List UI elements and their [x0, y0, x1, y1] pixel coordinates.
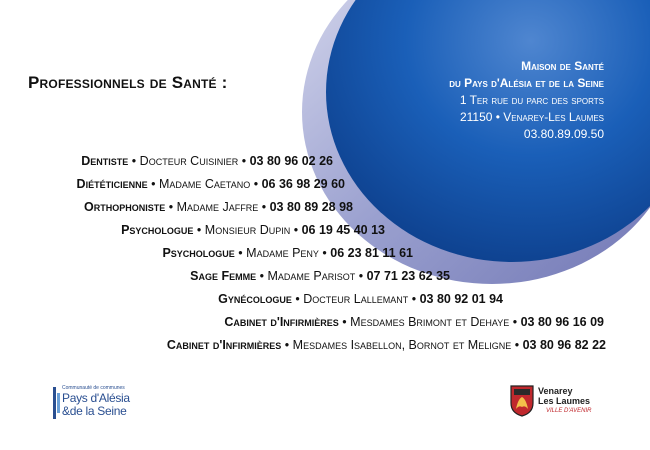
- community-logo-mark-icon: [53, 387, 60, 419]
- phone-number: 03 80 96 82 22: [522, 338, 606, 352]
- separator: •: [261, 200, 267, 214]
- address-phone: 03.80.89.09.50: [523, 127, 604, 141]
- town-logo: [510, 385, 600, 427]
- role: Cabinet d'Infirmières: [224, 315, 339, 329]
- town-logo-line2: Les Laumes: [538, 396, 591, 406]
- phone-number: 07 71 23 62 35: [366, 269, 450, 283]
- separator: •: [514, 338, 520, 352]
- list-item: [77, 196, 353, 219]
- role: Sage Femme: [190, 269, 257, 283]
- separator: •: [196, 223, 202, 237]
- separator: •: [293, 223, 299, 237]
- list-item: [77, 219, 385, 242]
- person-name: Monsieur Dupin: [204, 223, 291, 237]
- role: Dentiste: [81, 154, 129, 168]
- list-item: [77, 334, 606, 357]
- person-name: Docteur Lallemant: [303, 292, 409, 306]
- separator: •: [411, 292, 417, 306]
- list-item: [77, 265, 450, 288]
- role: Orthophoniste: [83, 200, 166, 214]
- phone-number: 03 80 96 16 09: [520, 315, 604, 329]
- phone-number: 06 23 81 11 61: [330, 246, 413, 260]
- community-logo-small-text: Communauté de communes: [62, 385, 125, 391]
- separator: •: [238, 246, 243, 260]
- phone-number: 03 80 89 28 98: [269, 200, 353, 214]
- role: Diététicienne: [76, 177, 148, 191]
- separator: •: [168, 200, 174, 214]
- role: Psychologue: [121, 223, 194, 237]
- separator: •: [284, 338, 290, 352]
- separator: •: [131, 154, 137, 168]
- separator: •: [342, 315, 347, 329]
- separator: •: [512, 315, 518, 329]
- page-title: Professionnels de Santé :: [28, 73, 228, 92]
- community-logo: [53, 385, 148, 425]
- address-name-line1: Maison de Santé: [521, 59, 604, 73]
- list-item: [77, 288, 503, 311]
- person-name: Madame Parisot: [267, 269, 356, 283]
- person-name: Mesdames Isabellon, Bornot et Meligne: [292, 338, 512, 352]
- town-logo-line1: Venarey: [538, 386, 573, 396]
- phone-number: 03 80 92 01 94: [419, 292, 503, 306]
- separator: •: [241, 154, 247, 168]
- separator: •: [322, 246, 327, 260]
- phone-number: 06 36 98 29 60: [261, 177, 345, 191]
- list-item: [77, 242, 413, 265]
- address-street: 1 Ter rue du parc des sports: [459, 93, 604, 107]
- role: Gynécologue: [218, 292, 292, 306]
- separator: •: [253, 177, 259, 191]
- person-name: Mesdames Brimont et Dehaye: [350, 315, 510, 329]
- person-name: Madame Jaffre: [176, 200, 259, 214]
- list-item: [77, 173, 345, 196]
- community-logo-line2: &de la Seine: [62, 404, 127, 418]
- list-item: [77, 150, 333, 173]
- address-block: [449, 58, 604, 143]
- person-name: Madame Peny: [246, 246, 319, 260]
- phone-number: 06 19 45 40 13: [301, 223, 385, 237]
- separator: •: [151, 177, 156, 191]
- person-name: Madame Caetano: [158, 177, 251, 191]
- role: Cabinet d'Infirmières: [166, 338, 282, 352]
- town-logo-tagline: VILLE D'AVENIR: [546, 408, 592, 414]
- community-logo-line1: Pays d'Alésia: [62, 391, 130, 405]
- list-item: [77, 311, 604, 334]
- shield-icon: [510, 385, 534, 417]
- role: Psychologue: [162, 246, 235, 260]
- professionals-list: [77, 150, 606, 357]
- separator: •: [295, 292, 300, 306]
- address-city: 21150 • Venarey-Les Laumes: [459, 110, 604, 124]
- person-name: Docteur Cuisinier: [139, 154, 239, 168]
- separator: •: [259, 269, 264, 283]
- separator: •: [358, 269, 364, 283]
- address-name-line2: du Pays d'Alésia et de la Seine: [449, 76, 604, 90]
- phone-number: 03 80 96 02 26: [249, 154, 333, 168]
